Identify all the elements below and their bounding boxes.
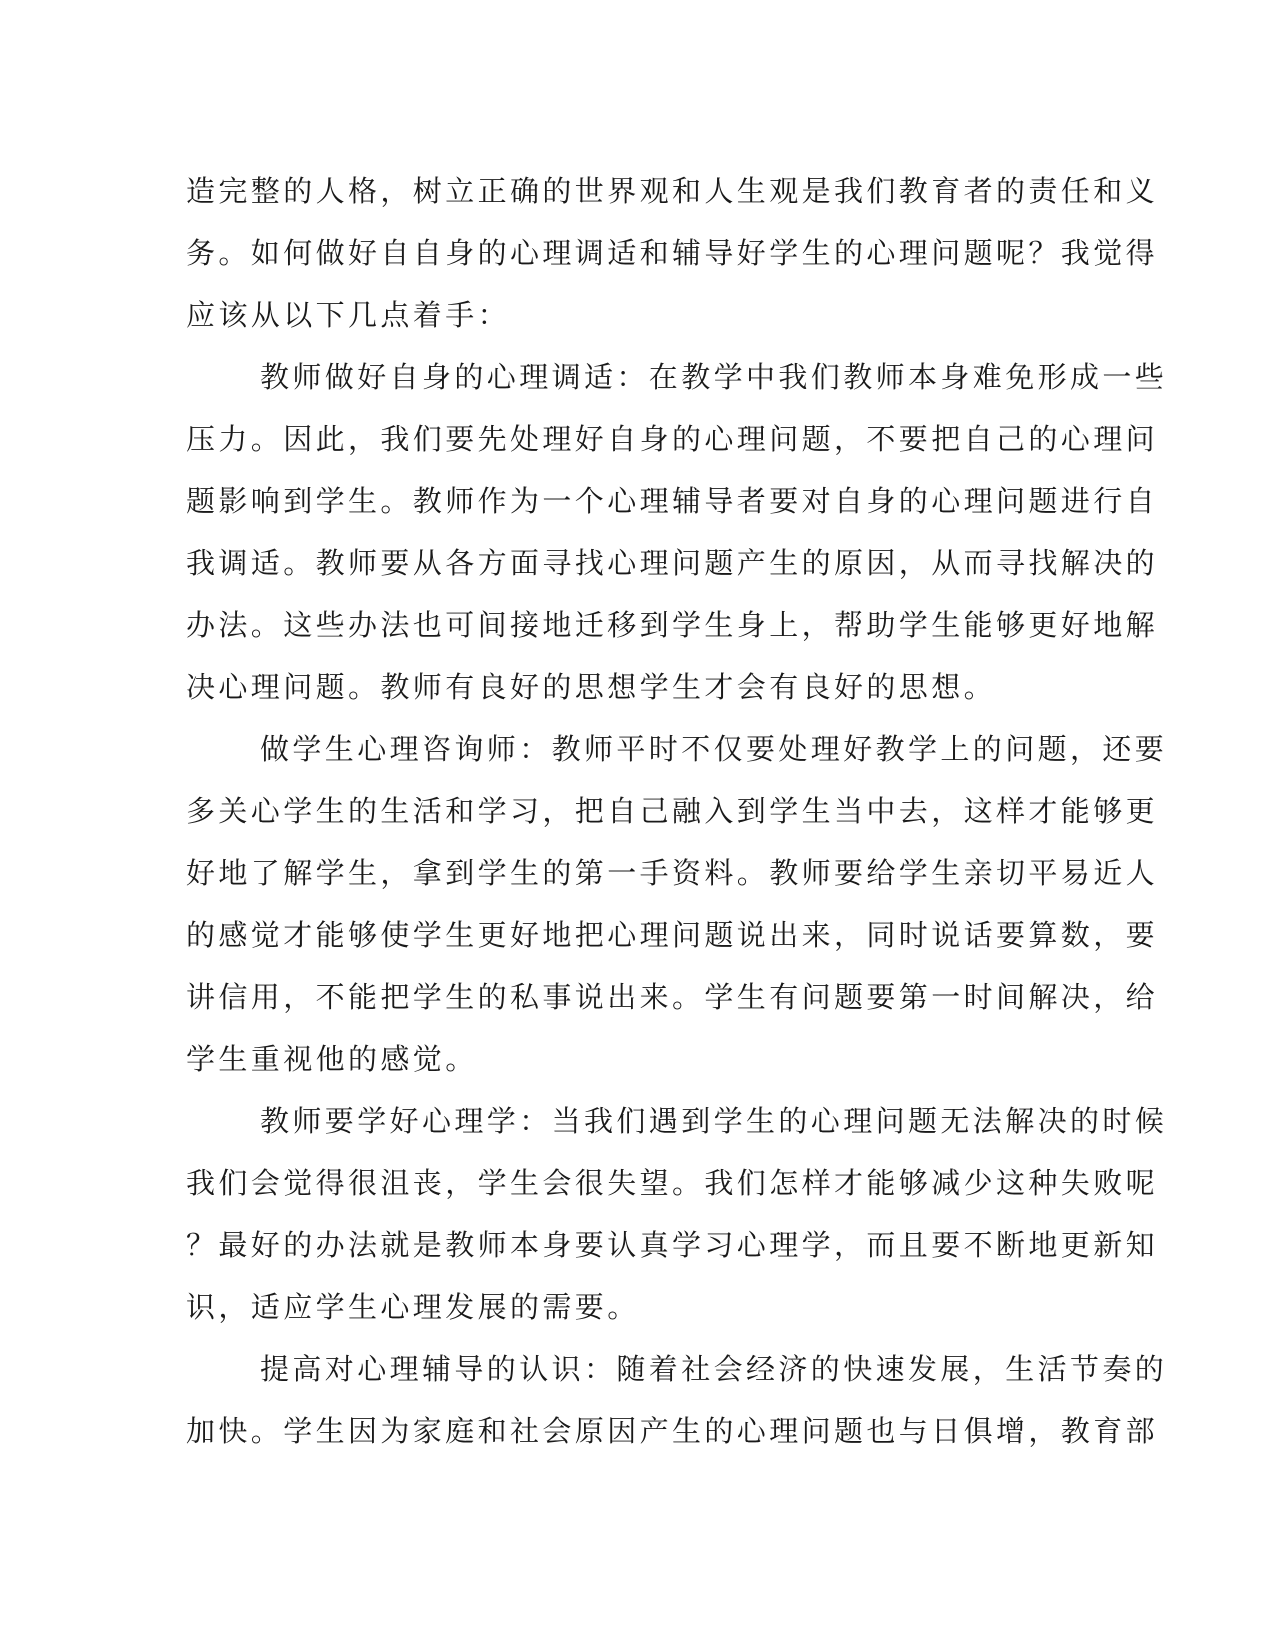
text-line: 办法。这些办法也可间接地迁移到学生身上，帮助学生能够更好地解	[186, 608, 1159, 642]
text-line: 加快。学生因为家庭和社会原因产生的心理问题也与日俱增，教育部	[186, 1414, 1159, 1448]
text-line: 务。如何做好自自身的心理调适和辅导好学生的心理问题呢？我觉得	[186, 236, 1159, 270]
text-line: 好地了解学生，拿到学生的第一手资料。教师要给学生亲切平易近人	[186, 856, 1159, 890]
text-line: 造完整的人格，树立正确的世界观和人生观是我们教育者的责任和义	[186, 174, 1159, 208]
paragraph-start-line: 教师做好自身的心理调适：在教学中我们教师本身难免形成一些	[260, 360, 1168, 394]
paragraph-start-line: 教师要学好心理学：当我们遇到学生的心理问题无法解决的时候	[260, 1104, 1168, 1138]
text-line: 压力。因此，我们要先处理好自身的心理问题，不要把自己的心理问	[186, 422, 1159, 456]
text-line: 的感觉才能够使学生更好地把心理问题说出来，同时说话要算数，要	[186, 918, 1159, 952]
text-line: ？最好的办法就是教师本身要认真学习心理学，而且要不断地更新知	[186, 1228, 1159, 1262]
text-line: 应该从以下几点着手：	[186, 298, 511, 332]
text-line: 多关心学生的生活和学习，把自己融入到学生当中去，这样才能够更	[186, 794, 1159, 828]
text-line: 讲信用，不能把学生的私事说出来。学生有问题要第一时间解决，给	[186, 980, 1159, 1014]
text-line: 我调适。教师要从各方面寻找心理问题产生的原因，从而寻找解决的	[186, 546, 1159, 580]
text-line: 决心理问题。教师有良好的思想学生才会有良好的思想。	[186, 670, 997, 704]
body-text	[186, 160, 1168, 1462]
text-line: 题影响到学生。教师作为一个心理辅导者要对自身的心理问题进行自	[186, 484, 1159, 518]
text-line: 识，适应学生心理发展的需要。	[186, 1290, 640, 1324]
paragraph-start-line: 做学生心理咨询师：教师平时不仅要处理好教学上的问题，还要	[260, 732, 1168, 766]
text-line: 学生重视他的感觉。	[186, 1042, 478, 1076]
text-line: 我们会觉得很沮丧，学生会很失望。我们怎样才能够减少这种失败呢	[186, 1166, 1159, 1200]
paragraph-start-line: 提高对心理辅导的认识：随着社会经济的快速发展，生活节奏的	[260, 1352, 1168, 1386]
